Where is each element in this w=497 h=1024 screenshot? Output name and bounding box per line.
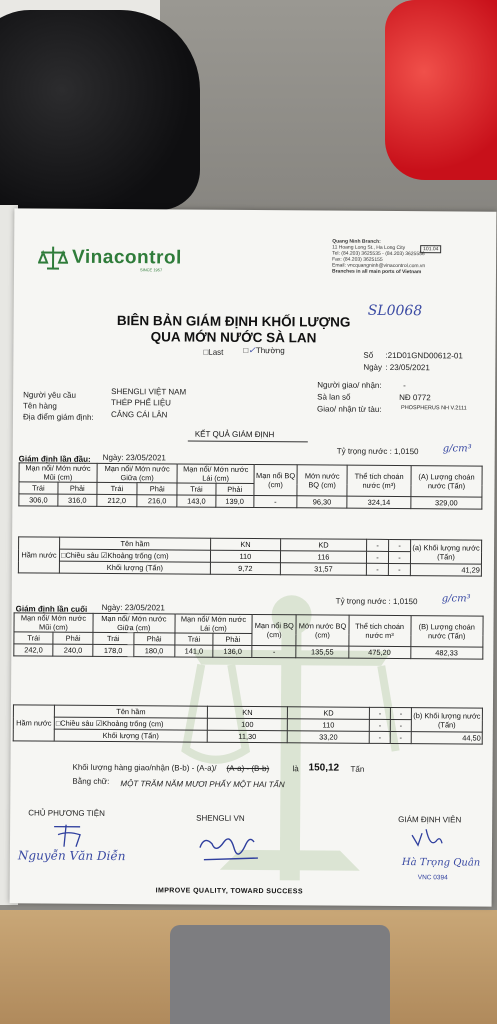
goods-value: THÉP PHẾ LIỆU: [111, 398, 171, 408]
first-sub-left: Trái: [97, 482, 137, 494]
tank2-kd: KD: [287, 707, 369, 720]
first-sub-left: Trái: [177, 483, 215, 495]
tank1-result: 41,29: [410, 564, 481, 576]
branch-line-2: Tel: (84.203) 3625535 - (84.203) 3625556: [332, 250, 425, 258]
place-label: Địa điểm giám định:: [22, 412, 94, 422]
last-h-draft: Mớn nước BQ (cm): [296, 615, 349, 646]
result-title: KẾT QUẢ GIÁM ĐỊNH: [194, 429, 275, 440]
barge-value: NĐ 0772: [399, 393, 431, 403]
consignee-value: -: [403, 381, 406, 391]
total-strike: (A-a) - (B-b): [226, 763, 270, 774]
first-h-draft: Mớn nước BQ (cm): [297, 465, 347, 496]
survey-document: [10, 208, 497, 906]
last-sub-left: Trái: [93, 632, 134, 644]
words-value: MỘT TRĂM NĂM MƯƠI PHẨY MỘT HAI TẤN: [120, 779, 285, 790]
first-h-displacement: (A) Lượng choán nước (Tấn): [411, 466, 482, 497]
first-sub-left: Trái: [19, 482, 58, 494]
tank2-label: Hầm nước: [13, 705, 54, 741]
tank1-kd: KD: [280, 539, 366, 552]
red-package: [385, 0, 497, 180]
tank2-space-option: Khoảng trống (cm): [102, 718, 164, 729]
option-normal: □✓Thường: [243, 345, 285, 357]
tank1-name-header: Tên hầm: [60, 537, 211, 550]
first-h-stern: Mạn nổi/ Mớn nước Lái (cm): [177, 464, 254, 484]
last-cell: -: [252, 645, 296, 657]
tank1-kn-weight: 9,72: [210, 562, 280, 574]
tank1-kn: KN: [211, 538, 281, 550]
surveyor-code: VNC 0394: [417, 874, 448, 882]
place-value: CẢNG CÁI LÂN: [110, 410, 168, 420]
tank1-dash: -: [367, 551, 389, 563]
tank2-name-header: Tên hầm: [54, 705, 207, 718]
tank2-table: [13, 704, 483, 744]
last-h-displacement: (B) Lượng choán nước (Tấn): [410, 616, 483, 648]
last-date: Ngày: 23/05/2021: [101, 602, 165, 613]
last-h-volume: Thể tích choán nước m³: [349, 615, 411, 646]
tank2-dash: -: [390, 719, 411, 731]
ship-owner-name: Nguyễn Văn Diễn: [17, 848, 126, 864]
tank1-measure: □Chiều sâu ☑Khoảng trống (cm): [59, 549, 210, 562]
tank1-dash: -: [366, 563, 388, 575]
first-density-unit: g/cm³: [442, 443, 472, 455]
branch-note: Branches in all main ports of Vietnam: [331, 268, 422, 276]
tank2-dash: -: [390, 707, 411, 719]
surveyor-signature: [406, 825, 446, 851]
first-h-bow: Mạn nổi/ Mớn nước Mũi (cm): [19, 463, 97, 483]
cloth: [170, 925, 390, 1024]
last-survey-table: [13, 612, 483, 659]
tank2-kd-weight: 33,20: [287, 731, 369, 744]
first-h-volume: Thể tích choán nước (m³): [347, 465, 411, 496]
footer-slogan: IMPROVE QUALITY, TOWARD SUCCESS: [155, 887, 303, 896]
first-cell: 143,0: [177, 495, 215, 507]
last-cell: 178,0: [93, 644, 134, 656]
surveyor-title: GIÁM ĐỊNH VIÊN: [398, 815, 462, 825]
tank2-kn-space: 100: [207, 718, 287, 731]
doc-title-line-2: QUA MỚN NƯỚC SÀ LAN: [150, 329, 317, 346]
tank1-kd-space: 116: [280, 551, 366, 564]
surveyor-name: Hà Trọng Quân: [401, 857, 481, 869]
total-la: là: [292, 764, 299, 774]
branch-code: 101.04: [420, 245, 441, 253]
branch-line-3: Fax: (84.203) 3625155: [332, 256, 383, 263]
tank2-kd-space: 110: [287, 719, 369, 732]
tank1-depth-option: Chiều sâu: [65, 550, 99, 560]
doc-title-line-1: BIÊN BẢN GIÁM ĐỊNH KHỐI LƯỢNG: [116, 313, 351, 330]
first-cell: 306,0: [19, 494, 58, 506]
ngay-label: Ngày: [363, 362, 383, 372]
last-density-unit: g/cm³: [441, 593, 471, 605]
black-bag: [0, 10, 200, 210]
last-density: Tỷ trọng nước : 1,0150: [335, 596, 418, 607]
last-h-freeboard: Mạn nổi BQ (cm): [252, 614, 296, 645]
ship-owner-title: CHỦ PHƯƠNG TIỆN: [28, 808, 105, 818]
first-cell: 316,0: [58, 494, 97, 506]
first-density: Tỷ trọng nước : 1,0150: [336, 446, 419, 457]
first-cell: -: [254, 496, 297, 508]
tank1-dash: -: [388, 563, 410, 575]
client-title: SHENGLI VN: [196, 813, 245, 823]
last-cell: 141,0: [174, 645, 213, 657]
from-value: PHOSPHERUS NH V.2111: [401, 405, 467, 412]
first-cell: 324,14: [347, 496, 411, 508]
first-cell: 329,00: [411, 497, 482, 509]
option-last-label: Last: [208, 347, 224, 357]
last-h-stern: Mạn nổi/ Mớn nước Lái (cm): [175, 614, 253, 634]
tank2-result: 44,50: [411, 732, 482, 744]
tank1-kn-space: 110: [210, 550, 280, 562]
tank2-dash: -: [390, 731, 411, 743]
first-cell: 96,30: [297, 496, 347, 508]
first-h-freeboard: Mạn nổi BQ (cm): [254, 465, 298, 496]
barge-label: Sà lan số: [317, 392, 351, 402]
first-cell: 212,0: [97, 494, 137, 506]
total-unit: Tấn: [350, 764, 365, 774]
first-date: Ngày: 23/05/2021: [102, 452, 166, 463]
vinacontrol-logo-icon: [38, 244, 68, 270]
result-divider: [188, 441, 308, 443]
ngay-value: : 23/05/2021: [385, 362, 430, 373]
consignee-label: Người giao/ nhận:: [317, 380, 382, 390]
company-since: SINCE 1957: [139, 267, 163, 273]
last-cell: 136,0: [213, 645, 252, 657]
tank1-dash: -: [367, 539, 389, 551]
last-cell: 240,0: [53, 644, 93, 656]
tank1-weight-label: Khối lượng (Tấn): [59, 561, 210, 574]
first-label: Giám định lần đầu:: [18, 454, 91, 464]
last-sub-right: Phải: [134, 633, 175, 645]
last-h-bow: Mạn nổi/ Mớn nước Mũi (cm): [14, 613, 93, 633]
branch-title: Quang Ninh Branch:: [332, 238, 381, 245]
from-label: Giao/ nhận từ tàu:: [317, 404, 382, 414]
tank1-dash: -: [389, 539, 411, 551]
last-cell: 482,33: [410, 647, 483, 660]
branch-line-4: Email: vncquangninh@vinacontrol.com.vn: [332, 262, 426, 270]
last-sub-right: Phải: [213, 633, 252, 645]
first-cell: 216,0: [137, 495, 177, 507]
tank2-result-header: (b) Khối lượng nước (Tấn): [411, 708, 482, 732]
total-label: Khối lượng hàng giao/nhận (B-b) - (A-a)/: [72, 762, 217, 773]
client-signature: [194, 828, 264, 868]
first-h-mid: Mạn nổi/ Mớn nước Giữa (cm): [97, 463, 178, 483]
last-cell: 180,0: [134, 645, 175, 657]
first-sub-right: Phải: [216, 483, 254, 495]
last-h-mid: Mạn nổi/ Mớn nước Giữa (cm): [93, 613, 175, 633]
total-value: 150,12: [308, 762, 340, 774]
words-label: Bằng chữ:: [72, 776, 110, 787]
handwritten-number: SL0068: [367, 302, 423, 320]
last-sub-left: Trái: [14, 632, 54, 644]
tank2-weight-label: Khối lượng (Tấn): [54, 729, 207, 742]
tank2-dash: -: [369, 719, 390, 731]
tank2-depth-option: Chiều sâu: [60, 718, 94, 728]
ship-owner-signature: [50, 821, 90, 851]
last-sub-left: Trái: [175, 633, 214, 645]
tank2-kn: KN: [207, 706, 287, 719]
so-label: Số: [363, 350, 374, 360]
requester-label: Người yêu cầu: [23, 390, 77, 400]
last-cell: 242,0: [14, 644, 54, 656]
tank2-dash: -: [369, 731, 390, 743]
tank2-measure: □Chiều sâu ☑Khoảng trống (cm): [54, 717, 207, 730]
option-normal-label: Thường: [255, 346, 285, 356]
company-name: Vinacontrol: [72, 246, 182, 269]
first-sub-right: Phải: [137, 483, 177, 495]
tank1-dash: -: [388, 551, 410, 563]
tank1-result-header: (a) Khối lượng nước (Tấn): [410, 540, 481, 564]
so-value: :21D01GND00612-01: [385, 350, 463, 361]
tank1-table: [18, 536, 482, 576]
last-label: Giám định lần cuối: [15, 604, 88, 614]
tank1-label: Hầm nước: [18, 537, 59, 573]
last-sub-right: Phải: [53, 632, 93, 644]
first-cell: 139,0: [215, 495, 253, 507]
requester-value: SHENGLI VIỆT NAM: [111, 387, 187, 397]
tank1-space-option: Khoảng trống (cm): [107, 550, 169, 561]
branch-line-1: 11 Hoang Long St., Ha Long City: [332, 244, 406, 252]
option-last: □Last: [203, 347, 224, 357]
tank1-kd-weight: 31,57: [280, 563, 366, 576]
tank2-kn-weight: 11,30: [207, 730, 287, 743]
last-cell: 135,55: [296, 646, 348, 658]
goods-label: Tên hàng: [23, 401, 57, 411]
last-cell: 475,20: [348, 646, 410, 658]
first-sub-right: Phải: [58, 482, 97, 494]
first-survey-table: [18, 462, 482, 509]
tank2-dash: -: [370, 707, 391, 719]
